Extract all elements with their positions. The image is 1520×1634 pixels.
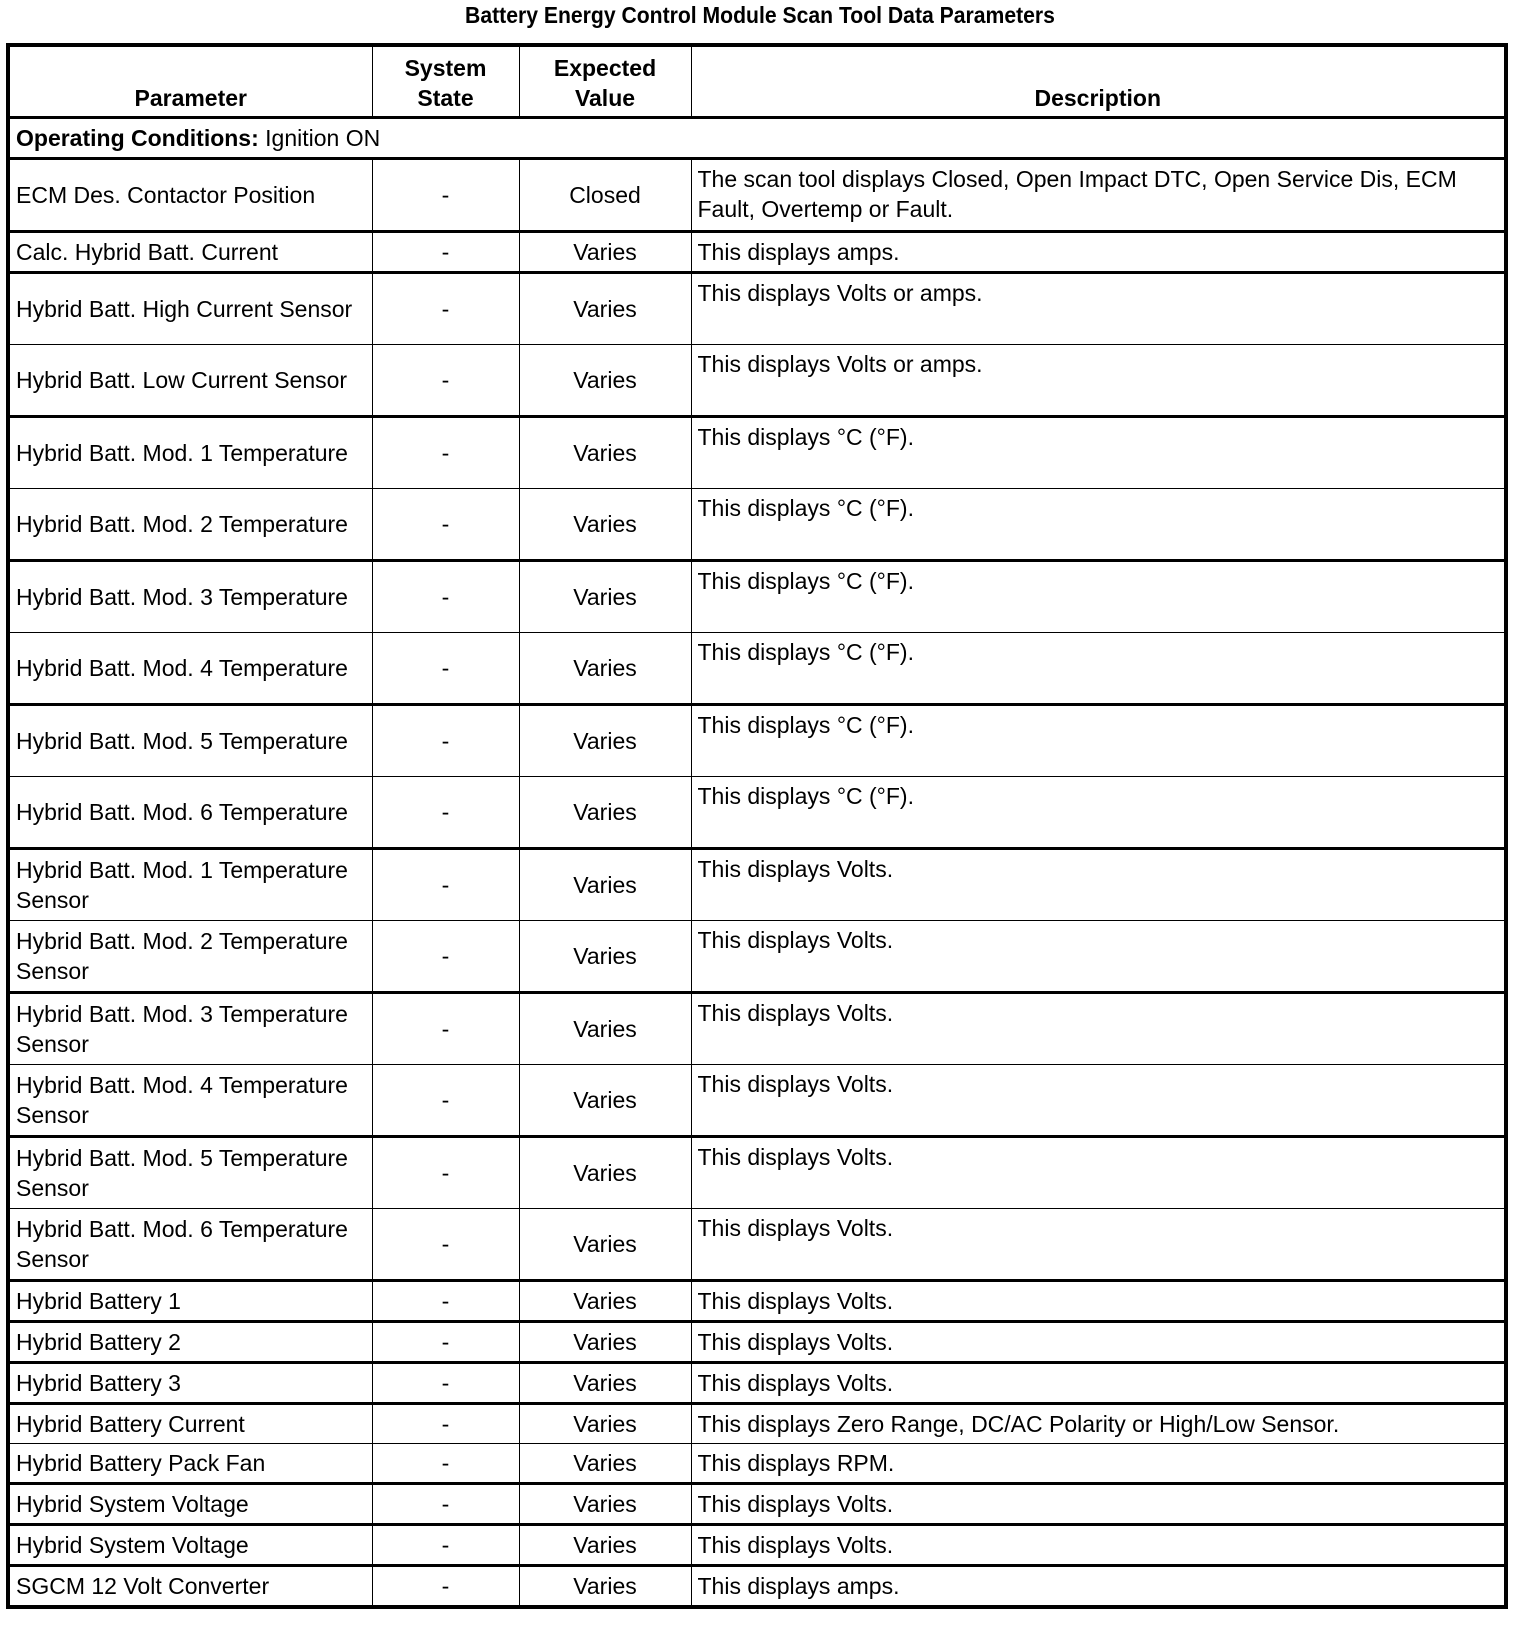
description-cell: This displays amps. bbox=[691, 232, 1506, 273]
system-state-cell: - bbox=[372, 345, 519, 417]
expected-value-cell: Varies bbox=[519, 1137, 691, 1209]
table-row bbox=[8, 1566, 1506, 1608]
expected-value-cell: Varies bbox=[519, 705, 691, 777]
parameter-cell: Hybrid Batt. Mod. 1 Temperature bbox=[8, 417, 372, 489]
description-cell: This displays °C (°F). bbox=[691, 633, 1506, 705]
description-cell: This displays Volts. bbox=[691, 1484, 1506, 1525]
system-state-cell: - bbox=[372, 1281, 519, 1322]
table-row bbox=[8, 633, 1506, 705]
parameter-cell: Calc. Hybrid Batt. Current bbox=[8, 232, 372, 273]
expected-value-cell: Varies bbox=[519, 993, 691, 1065]
system-state-cell: - bbox=[372, 849, 519, 921]
table-row bbox=[8, 1363, 1506, 1404]
table-row bbox=[8, 1281, 1506, 1322]
header-system-state: System State bbox=[372, 45, 519, 118]
expected-value-cell: Varies bbox=[519, 1484, 691, 1525]
parameter-cell: Hybrid Batt. Mod. 3 Temperature Sensor bbox=[8, 993, 372, 1065]
expected-value-cell: Closed bbox=[519, 159, 691, 232]
description-cell: This displays Volts. bbox=[691, 1065, 1506, 1137]
description-cell: This displays Volts. bbox=[691, 993, 1506, 1065]
expected-value-cell: Varies bbox=[519, 1525, 691, 1566]
system-state-cell: - bbox=[372, 705, 519, 777]
system-state-cell: - bbox=[372, 159, 519, 232]
system-state-cell: - bbox=[372, 273, 519, 345]
expected-value-cell: Varies bbox=[519, 273, 691, 345]
table-row bbox=[8, 489, 1506, 561]
operating-conditions bbox=[8, 118, 1506, 159]
parameter-cell: Hybrid System Voltage bbox=[8, 1525, 372, 1566]
expected-value-cell: Varies bbox=[519, 1444, 691, 1484]
parameter-cell: Hybrid Battery 1 bbox=[8, 1281, 372, 1322]
expected-value-cell: Varies bbox=[519, 777, 691, 849]
table-row bbox=[8, 849, 1506, 921]
table-row bbox=[8, 1404, 1506, 1444]
header-expected-value: Expected Value bbox=[519, 45, 691, 118]
description-cell: This displays RPM. bbox=[691, 1444, 1506, 1484]
system-state-cell: - bbox=[372, 1209, 519, 1281]
parameter-cell: Hybrid Batt. Mod. 1 Temperature Sensor bbox=[8, 849, 372, 921]
parameter-cell: Hybrid Battery Current bbox=[8, 1404, 372, 1444]
table-row bbox=[8, 232, 1506, 273]
expected-value-cell: Varies bbox=[519, 232, 691, 273]
description-cell: This displays °C (°F). bbox=[691, 417, 1506, 489]
table-row bbox=[8, 1209, 1506, 1281]
system-state-cell: - bbox=[372, 561, 519, 633]
table-row bbox=[8, 993, 1506, 1065]
parameter-cell: Hybrid Batt. Mod. 4 Temperature Sensor bbox=[8, 1065, 372, 1137]
expected-value-cell: Varies bbox=[519, 1566, 691, 1608]
description-cell: This displays Zero Range, DC/AC Polarity or High/Low Sensor. bbox=[691, 1404, 1506, 1444]
expected-value-cell: Varies bbox=[519, 633, 691, 705]
system-state-cell: - bbox=[372, 1525, 519, 1566]
description-cell: This displays °C (°F). bbox=[691, 705, 1506, 777]
description-cell: This displays Volts. bbox=[691, 1281, 1506, 1322]
parameter-cell: Hybrid Battery Pack Fan bbox=[8, 1444, 372, 1484]
header-description: Description bbox=[691, 45, 1506, 118]
system-state-cell: - bbox=[372, 1363, 519, 1404]
table-row bbox=[8, 159, 1506, 232]
operating-conditions-label: Operating Conditions: bbox=[16, 125, 259, 151]
expected-value-cell: Varies bbox=[519, 561, 691, 633]
description-cell: This displays °C (°F). bbox=[691, 777, 1506, 849]
system-state-cell: - bbox=[372, 1444, 519, 1484]
expected-value-cell: Varies bbox=[519, 1363, 691, 1404]
system-state-cell: - bbox=[372, 993, 519, 1065]
table-row bbox=[8, 705, 1506, 777]
parameter-cell: Hybrid System Voltage bbox=[8, 1484, 372, 1525]
table-row bbox=[8, 561, 1506, 633]
parameter-cell: Hybrid Battery 3 bbox=[8, 1363, 372, 1404]
expected-value-cell: Varies bbox=[519, 489, 691, 561]
expected-value-cell: Varies bbox=[519, 345, 691, 417]
parameter-cell: Hybrid Batt. Mod. 5 Temperature Sensor bbox=[8, 1137, 372, 1209]
system-state-cell: - bbox=[372, 232, 519, 273]
parameter-cell: Hybrid Batt. Mod. 2 Temperature Sensor bbox=[8, 921, 372, 993]
expected-value-cell: Varies bbox=[519, 849, 691, 921]
system-state-cell: - bbox=[372, 777, 519, 849]
scan-tool-data-table bbox=[6, 43, 1508, 1609]
system-state-cell: - bbox=[372, 1322, 519, 1363]
description-cell: This displays Volts. bbox=[691, 921, 1506, 993]
description-cell: This displays amps. bbox=[691, 1566, 1506, 1608]
table-row bbox=[8, 273, 1506, 345]
description-cell: This displays Volts. bbox=[691, 1525, 1506, 1566]
parameter-cell: SGCM 12 Volt Converter bbox=[8, 1566, 372, 1608]
parameter-cell: ECM Des. Contactor Position bbox=[8, 159, 372, 232]
description-cell: This displays Volts or amps. bbox=[691, 273, 1506, 345]
description-cell: This displays Volts. bbox=[691, 849, 1506, 921]
parameter-cell: Hybrid Batt. Mod. 5 Temperature bbox=[8, 705, 372, 777]
parameter-cell: Hybrid Batt. High Current Sensor bbox=[8, 273, 372, 345]
description-cell: This displays Volts. bbox=[691, 1322, 1506, 1363]
system-state-cell: - bbox=[372, 633, 519, 705]
parameter-cell: Hybrid Batt. Mod. 2 Temperature bbox=[8, 489, 372, 561]
parameter-cell: Hybrid Batt. Low Current Sensor bbox=[8, 345, 372, 417]
parameter-cell: Hybrid Batt. Mod. 6 Temperature Sensor bbox=[8, 1209, 372, 1281]
table-row bbox=[8, 1137, 1506, 1209]
table-header-row bbox=[8, 45, 1506, 118]
expected-value-cell: Varies bbox=[519, 417, 691, 489]
system-state-cell: - bbox=[372, 417, 519, 489]
expected-value-cell: Varies bbox=[519, 1404, 691, 1444]
table-row bbox=[8, 1322, 1506, 1363]
description-cell: This displays Volts. bbox=[691, 1363, 1506, 1404]
expected-value-cell: Varies bbox=[519, 1281, 691, 1322]
expected-value-cell: Varies bbox=[519, 1322, 691, 1363]
system-state-cell: - bbox=[372, 1404, 519, 1444]
expected-value-cell: Varies bbox=[519, 1209, 691, 1281]
system-state-cell: - bbox=[372, 1566, 519, 1608]
description-cell: The scan tool displays Closed, Open Impact DTC, Open Service Dis, ECM Fault, Overtemp or Fault. bbox=[691, 159, 1506, 232]
table-row bbox=[8, 777, 1506, 849]
system-state-cell: - bbox=[372, 1484, 519, 1525]
table-row bbox=[8, 1525, 1506, 1566]
description-cell: This displays Volts. bbox=[691, 1137, 1506, 1209]
system-state-cell: - bbox=[372, 1065, 519, 1137]
operating-conditions-value: Ignition ON bbox=[258, 125, 381, 151]
table-row bbox=[8, 1065, 1506, 1137]
system-state-cell: - bbox=[372, 921, 519, 993]
table-row bbox=[8, 417, 1506, 489]
table-row bbox=[8, 345, 1506, 417]
table-row bbox=[8, 1484, 1506, 1525]
description-cell: This displays °C (°F). bbox=[691, 489, 1506, 561]
expected-value-cell: Varies bbox=[519, 921, 691, 993]
parameter-cell: Hybrid Batt. Mod. 3 Temperature bbox=[8, 561, 372, 633]
parameter-cell: Hybrid Batt. Mod. 6 Temperature bbox=[8, 777, 372, 849]
system-state-cell: - bbox=[372, 1137, 519, 1209]
system-state-cell: - bbox=[372, 489, 519, 561]
expected-value-cell: Varies bbox=[519, 1065, 691, 1137]
description-cell: This displays Volts or amps. bbox=[691, 345, 1506, 417]
document-title: Battery Energy Control Module Scan Tool Data Parameters bbox=[465, 2, 1055, 28]
table-row bbox=[8, 1444, 1506, 1484]
description-cell: This displays °C (°F). bbox=[691, 561, 1506, 633]
table-row bbox=[8, 921, 1506, 993]
header-parameter: Parameter bbox=[8, 45, 372, 118]
description-cell: This displays Volts. bbox=[691, 1209, 1506, 1281]
parameter-cell: Hybrid Battery 2 bbox=[8, 1322, 372, 1363]
parameter-cell: Hybrid Batt. Mod. 4 Temperature bbox=[8, 633, 372, 705]
operating-conditions-row bbox=[8, 118, 1506, 159]
